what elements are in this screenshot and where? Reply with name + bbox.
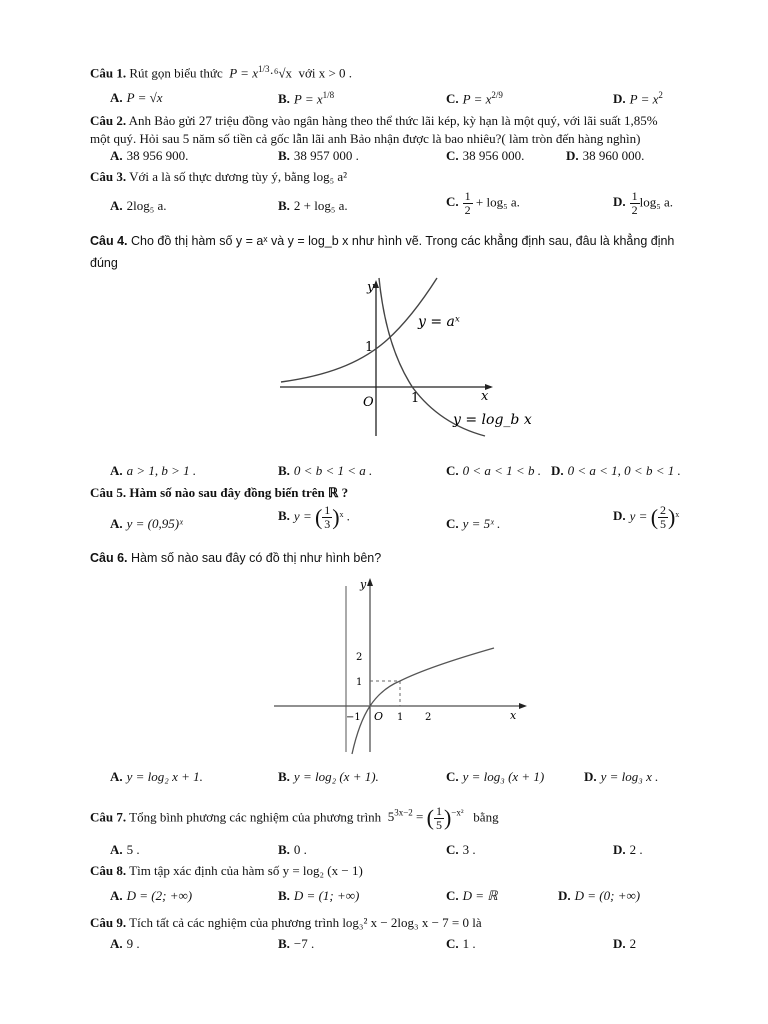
question-2: [90, 112, 708, 130]
question-6-stem: Hàm số nào sau đây có đồ thị như hình bên?: [131, 551, 382, 565]
option-2a[interactable]: A. 38 956 900.: [110, 148, 189, 163]
question-2-stem-line1: Anh Bảo gửi 27 triệu đồng vào ngân hàng theo thể thức lãi kép, kỳ hạn là một quý, với lãi suất 1,85%: [128, 113, 658, 128]
question-1: [90, 60, 708, 82]
question-8-label: Câu 8.: [90, 863, 127, 878]
question-6-graph: [272, 576, 530, 756]
question-7-options: [0, 842, 768, 864]
question-1-cond: với x > 0 .: [298, 65, 353, 81]
q4-tick-x1: 1: [411, 391, 420, 406]
option-7b[interactable]: B. 0 .: [278, 842, 307, 857]
option-3b[interactable]: B. 2 + log₅ a.: [278, 198, 348, 213]
option-1c[interactable]: C. $P = x^{2/9}$: [446, 90, 503, 107]
question-3-stem: Với a là số thực dương tùy ý, bằng log₅ a²: [129, 169, 348, 184]
question-1-root: ·⁶√x: [269, 65, 292, 81]
question-4-graph: [275, 278, 532, 440]
q6-x-label: x: [510, 709, 517, 722]
question-9-stem: Tích tất cả các nghiệm của phương trình log₃² x − 2log₃ x − 7 = 0 là: [129, 915, 482, 930]
option-5c[interactable]: C. y = 5ˣ .: [446, 516, 501, 531]
option-5b[interactable]: B. y = ( $\frac{1}{3}$ )ˣ .: [278, 503, 350, 531]
q6-y-arrow: [367, 578, 373, 586]
question-2-options: [0, 148, 768, 170]
q4-curve2-label: y = log_b x: [453, 412, 532, 428]
option-9b[interactable]: B. −7 .: [278, 936, 315, 951]
question-7: [90, 804, 708, 832]
option-2b[interactable]: B. 38 957 000 .: [278, 148, 359, 163]
q4-tick-y1: 1: [365, 340, 374, 355]
option-8b[interactable]: B. D = (1; +∞): [278, 888, 360, 903]
option-9a[interactable]: A. 9 .: [110, 936, 140, 951]
q6-tick-x1: 1: [397, 712, 404, 723]
option-4b[interactable]: B. 0 < b < 1 < a .: [278, 463, 373, 478]
option-8a[interactable]: A. D = (2; +∞): [110, 888, 193, 903]
q6-tick-x2: 2: [425, 712, 432, 723]
question-4: [90, 232, 708, 250]
question-7-stem: Tổng bình phương các nghiệm của phương trình: [129, 809, 382, 825]
question-5: [90, 484, 708, 502]
option-8d[interactable]: D. D = (0; +∞): [558, 888, 641, 903]
option-6a[interactable]: A. y = log₂ x + 1.: [110, 769, 203, 784]
option-9c[interactable]: C. 1 .: [446, 936, 476, 951]
question-3: [90, 168, 708, 186]
q6-y-label: y: [360, 578, 367, 591]
q6-x-arrow: [519, 703, 527, 709]
question-1-expr: P = x: [229, 65, 258, 81]
option-6c[interactable]: C. y = log₃ (x + 1): [446, 769, 545, 784]
question-9: [90, 914, 708, 932]
q6-tick-y1: 1: [356, 677, 363, 688]
q4-y-label: y: [367, 280, 375, 295]
q4-curve1-label: y = aˣ: [418, 314, 460, 330]
question-9-options: [0, 936, 768, 958]
question-7-label: Câu 7.: [90, 809, 127, 825]
q6-origin-label: O: [374, 710, 384, 723]
question-5-label: Câu 5.: [90, 485, 127, 500]
question-7-equation: $5^{3x-2}$ = ( $\frac{1}{5}$ )$^{-x^2}$: [387, 803, 464, 832]
question-2-label: Câu 2.: [90, 113, 127, 128]
option-3a[interactable]: A. 2log₅ a.: [110, 198, 167, 213]
question-1-exp: 1/3: [257, 64, 270, 74]
question-8-stem: Tìm tập xác định của hàm số y = log₂ (x − 1): [129, 863, 363, 878]
question-6-label: Câu 6.: [90, 551, 128, 565]
option-4c[interactable]: C. 0 < a < 1 < b .: [446, 463, 541, 478]
q6-tick-xm1: −1: [346, 712, 361, 723]
q4-curve-exp: [281, 278, 437, 382]
question-5-options: [0, 503, 768, 538]
option-6d[interactable]: D. y = log₃ x .: [584, 769, 659, 784]
question-5-stem: Hàm số nào sau đây đồng biến trên ℝ ?: [129, 485, 349, 500]
option-6b[interactable]: B. y = log₂ (x + 1).: [278, 769, 379, 784]
question-1-options: [0, 90, 768, 112]
question-3-label: Câu 3.: [90, 169, 127, 184]
option-8c[interactable]: C. D = ℝ: [446, 888, 498, 903]
option-5a[interactable]: A. y = (0,95)ˣ: [110, 516, 183, 531]
option-1b[interactable]: B. $P = x^{1/8}$: [278, 90, 335, 107]
option-4d[interactable]: D. 0 < a < 1, 0 < b < 1 .: [551, 463, 681, 478]
question-8-options: [0, 888, 768, 910]
option-4a[interactable]: A. a > 1, b > 1 .: [110, 463, 197, 478]
option-9d[interactable]: D. 2: [613, 936, 637, 951]
option-3c[interactable]: C. $\frac{1}{2}$ + log₅ a.: [446, 189, 520, 217]
question-4-stem-line2: đúng: [90, 256, 118, 270]
question-6-options: [0, 769, 768, 791]
option-7d[interactable]: D. 2 .: [613, 842, 643, 857]
option-1d[interactable]: D. $P = x^2$: [613, 90, 663, 107]
option-7a[interactable]: A. 5 .: [110, 842, 140, 857]
question-8: [90, 862, 708, 880]
question-6: [90, 549, 708, 567]
q4-origin-label: O: [363, 395, 374, 410]
question-4-options: [0, 463, 768, 485]
question-2-line2: [90, 130, 708, 148]
question-4-label: Câu 4.: [90, 234, 128, 248]
q6-curve: [352, 648, 494, 754]
question-4-line2: [90, 254, 708, 272]
option-1a[interactable]: A. P = √x: [110, 90, 163, 105]
question-1-label: Câu 1.: [90, 65, 127, 81]
question-3-options: [0, 189, 768, 220]
question-7-tail: bằng: [473, 809, 499, 825]
option-2d[interactable]: D. 38 960 000.: [566, 148, 645, 163]
q4-x-label: x: [481, 389, 489, 404]
option-7c[interactable]: C. 3 .: [446, 842, 476, 857]
option-2c[interactable]: C. 38 956 000.: [446, 148, 525, 163]
option-3d[interactable]: D. $\frac{1}{2}$ log₅ a.: [613, 189, 674, 217]
question-4-stem-line1: Cho đồ thị hàm số y = aˣ và y = log_b x như hình vẽ. Trong các khẳng định sau, đâu là khẳng định: [131, 234, 675, 248]
question-2-stem-line2: một quý. Hỏi sau 5 năm số tiền cả gốc lẫn lãi anh Bảo nhận được là bao nhiêu?( làm tròn đến hàng nghìn): [90, 131, 641, 146]
question-1-stem: Rút gọn biểu thức: [129, 65, 223, 81]
question-9-label: Câu 9.: [90, 915, 127, 930]
q6-tick-y2: 2: [356, 652, 363, 663]
option-5d[interactable]: D. y = ( $\frac{2}{5}$ )ˣ: [613, 503, 680, 531]
